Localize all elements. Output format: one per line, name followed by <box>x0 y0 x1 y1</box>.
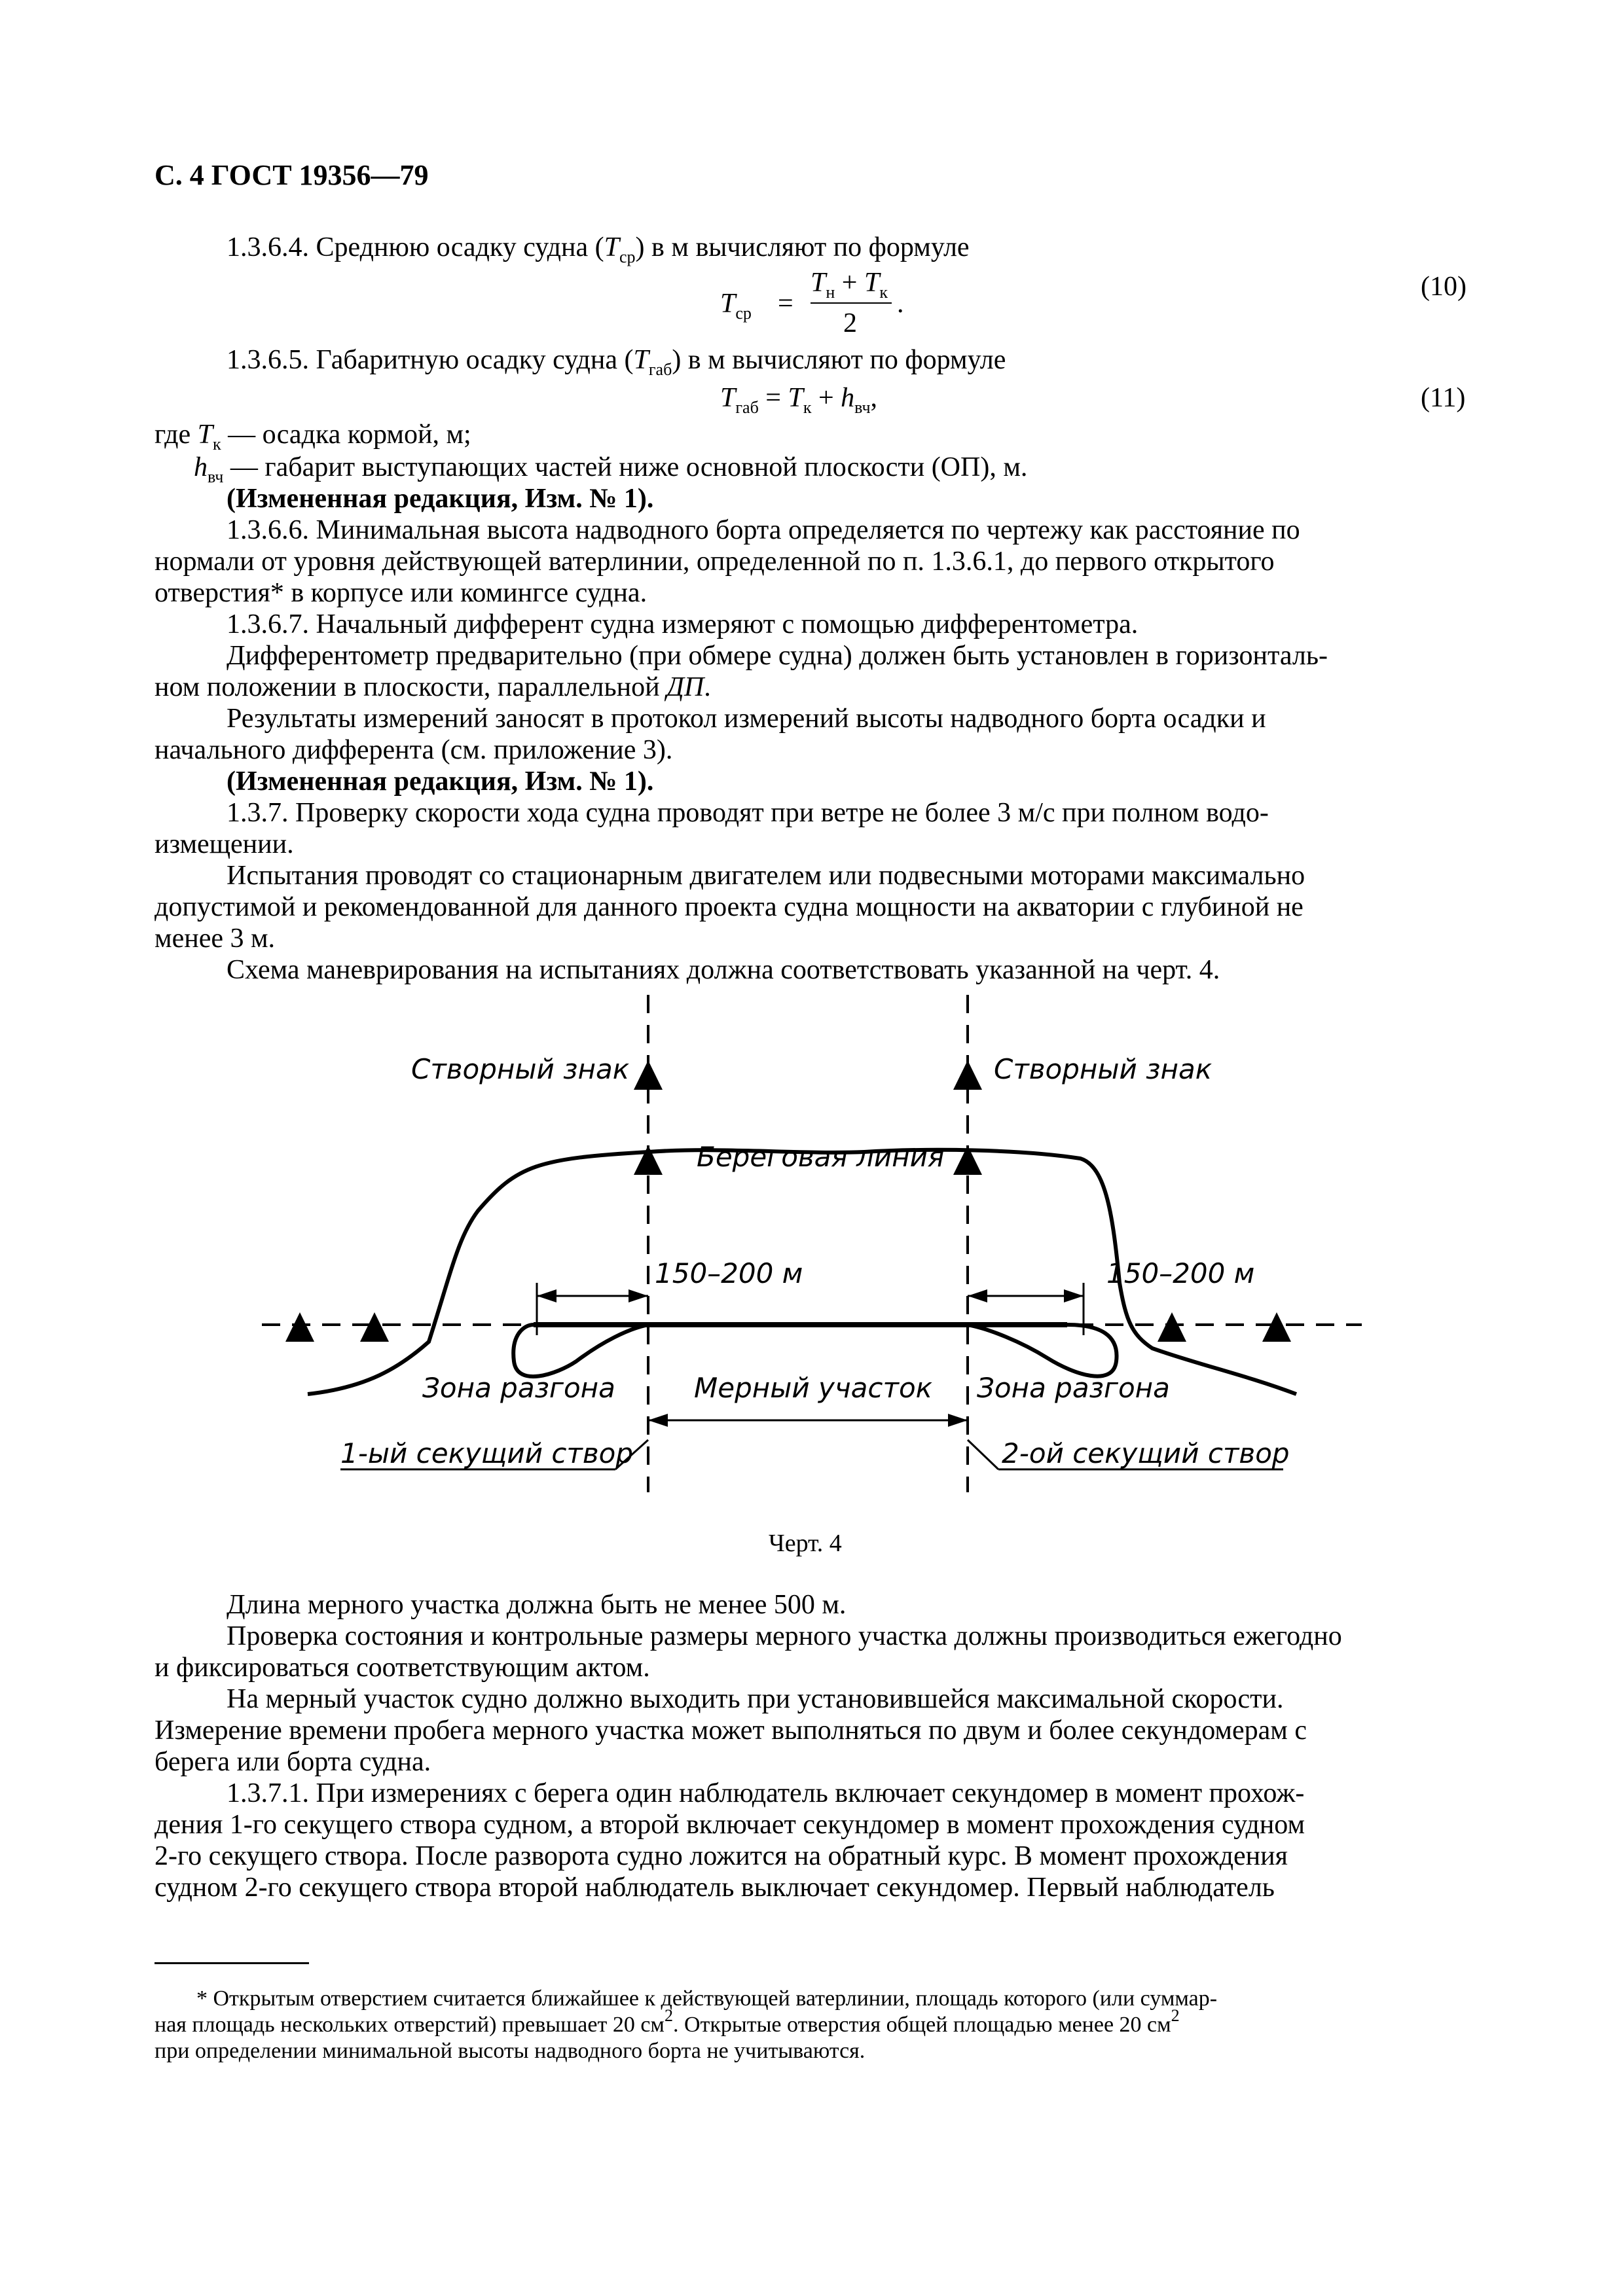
text: ном положении в плоскости, параллельной <box>155 672 660 702</box>
p3-line-1: 1.3.6.6. Минимальная высота надводного борта определяется по чертежу как расстояние по <box>227 515 1300 545</box>
label-distance-right: 150–200 м <box>1106 1257 1255 1289</box>
footnote-line-3: при определении минимальной высоты надводного борта не учитываются. <box>155 2039 866 2063</box>
text: — осадка кормой, м; <box>228 420 471 450</box>
arrowhead <box>629 1289 648 1302</box>
label-sign-left: Створный знак <box>411 1053 630 1085</box>
eq10-denominator: 2 <box>843 308 857 338</box>
text: 1.3.6.4. Среднюю осадку судна ( <box>227 232 604 262</box>
footnote-line-2 <box>155 2006 1180 2039</box>
p10-line: Длина мерного участка должна быть не менее 500 м. <box>227 1590 847 1620</box>
equation-11 <box>720 382 877 417</box>
footnote-rule <box>155 1962 309 1964</box>
p4-line: 1.3.6.7. Начальный дифферент судна измеряют с помощью дифферентометра. <box>227 609 1139 639</box>
label-accel-zone-right: Зона разгона <box>977 1372 1170 1404</box>
label-distance-left: 150–200 м <box>655 1257 803 1289</box>
arrowhead <box>1064 1289 1084 1302</box>
eq10-number: (10) <box>1421 272 1467 302</box>
left-turn-loop <box>513 1325 648 1376</box>
buoy-icon <box>1158 1312 1186 1342</box>
p13-line-4: судном 2-го секущего створа второй наблюдатель выключает секундомер. Первый наблюдатель <box>155 1873 1275 1903</box>
p7-line-1: 1.3.7. Проверку скорости хода судна проводят при ветре не более 3 м/с при полном водо- <box>227 798 1269 828</box>
subscript: к <box>879 283 888 302</box>
p8-line-2: допустимой и рекомендованной для данного проекта судна мощности на акватории с глубиной не <box>155 892 1304 922</box>
text: ная площадь нескольких отверстий) превышает 20 см <box>155 2013 665 2037</box>
eq10-equals: = <box>778 289 793 319</box>
var: h <box>841 383 855 413</box>
figure-caption: Черт. 4 <box>769 1530 842 1557</box>
label-measured-section: Мерный участок <box>694 1372 933 1404</box>
p12-line-2: Измерение времени пробега мерного участка может выполняться по двум и более секундомерам с <box>155 1715 1307 1746</box>
p8-line-1: Испытания проводят со стационарным двигателем или подвесными моторами максимально <box>227 861 1305 891</box>
page-header: С. 4 ГОСТ 19356—79 <box>155 159 429 191</box>
text: 1.3.6.5. Габаритную осадку судна ( <box>227 345 634 375</box>
label-section-1: 1-ый секущий створ <box>340 1437 634 1469</box>
p9-line: Схема маневрирования на испытаниях должна соответствовать указанной на черт. 4. <box>227 955 1220 985</box>
subscript: н <box>826 283 835 302</box>
p3-line-3: отверстия* в корпусе или комингсе судна. <box>155 578 647 608</box>
paragraph-1-3-6-4 <box>227 232 970 266</box>
plus: + <box>818 383 834 413</box>
text: — габарит выступающих частей ниже основной плоскости (ОП), м. <box>230 452 1028 482</box>
where-line-1 <box>155 419 471 454</box>
subscript: габ <box>735 398 759 417</box>
var: T <box>864 268 880 298</box>
text: ) в м вычисляют по формуле <box>672 345 1006 375</box>
amendment-note-2: (Измененная редакция, Изм. № 1). <box>227 766 654 797</box>
right-turn-loop <box>968 1325 1117 1376</box>
var: T <box>811 268 826 298</box>
p13-line-2: дения 1-го секущего створа судном, а второй включает секундомер в момент прохождения судном <box>155 1810 1305 1840</box>
fraction-bar <box>811 302 892 304</box>
arrowhead <box>948 1414 968 1427</box>
p6-line-1: Результаты измерений заносят в протокол измерений высоты надводного борта осадки и <box>227 704 1266 734</box>
italic-abbrev: ДП <box>666 672 704 702</box>
arrowhead <box>968 1289 987 1302</box>
label-sign-right: Створный знак <box>994 1053 1213 1085</box>
subscript: вч <box>854 398 871 417</box>
where-line-2 <box>194 452 1027 486</box>
label-accel-zone-left: Зона разгона <box>422 1372 615 1404</box>
paragraph-1-3-6-5 <box>227 344 1006 379</box>
label-section-2: 2-ой секущий створ <box>1002 1437 1290 1469</box>
var: T <box>788 383 803 413</box>
eq11-number: (11) <box>1421 383 1466 413</box>
range-mark-icon <box>953 1060 982 1090</box>
p12-line-3: берега или борта судна. <box>155 1747 431 1777</box>
plus: + <box>841 268 858 298</box>
p11-line-2: и фиксироваться соответствующим актом. <box>155 1653 650 1683</box>
superscript: 2 <box>1171 2006 1180 2025</box>
var: h <box>194 452 208 482</box>
eq10-numerator <box>811 267 888 302</box>
p13-line-1: 1.3.7.1. При измерениях с берега один наблюдатель включает секундомер в момент прохож- <box>227 1778 1305 1808</box>
p11-line-1: Проверка состояния и контрольные размеры мерного участка должны производиться ежегодно <box>227 1621 1342 1651</box>
buoy-icon <box>285 1312 314 1342</box>
text: . Открытые отверстия общей площадью менее 20 см <box>672 2013 1171 2037</box>
subscript: к <box>803 398 812 417</box>
label-shore-line: Береговая линия <box>697 1141 945 1173</box>
var: T <box>720 383 736 413</box>
subscript: ср <box>619 247 636 266</box>
amendment-note-1: (Измененная редакция, Изм. № 1). <box>227 484 654 514</box>
text: где <box>155 420 191 450</box>
buoy-icon <box>360 1312 389 1342</box>
text: . <box>704 672 711 702</box>
comma: , <box>870 383 878 413</box>
maneuver-diagram <box>0 995 1623 1518</box>
eq10-lhs <box>720 288 752 323</box>
var-t: T <box>604 232 619 262</box>
p6-line-2: начального дифферента (см. приложение 3). <box>155 735 673 765</box>
subscript: к <box>213 435 221 454</box>
subscript: вч <box>208 467 224 486</box>
p13-line-3: 2-го секущего створа. После разворота судно ложится на обратный курс. В момент прохождения <box>155 1841 1288 1871</box>
text: ) в м вычисляют по формуле <box>635 232 970 262</box>
equals: = <box>765 383 781 413</box>
footnote-line-1: * Открытым отверстием считается ближайшее к действующей ватерлинии, площадь которого (или суммар- <box>196 1986 1218 2011</box>
p12-line-1: На мерный участок судно должно выходить при установившейся максимальной скорости. <box>227 1684 1284 1714</box>
arrowhead <box>648 1414 668 1427</box>
subscript: ср <box>735 304 752 323</box>
var-t: T <box>633 345 649 375</box>
eq10-dot: . <box>897 289 904 319</box>
section-2-leader <box>968 1440 998 1469</box>
superscript: 2 <box>664 2006 673 2025</box>
arrowhead <box>537 1289 556 1302</box>
buoy-icon <box>1262 1312 1291 1342</box>
var: T <box>720 289 736 319</box>
p7-line-2: измещении. <box>155 829 294 859</box>
p3-line-2: нормали от уровня действующей ватерлинии, определенной по п. 1.3.6.1, до первого открытого <box>155 547 1275 577</box>
var: T <box>197 420 213 450</box>
p5-line-2 <box>155 672 711 703</box>
subscript: габ <box>648 360 672 379</box>
range-mark-icon <box>634 1060 663 1090</box>
p8-line-3: менее 3 м. <box>155 924 276 954</box>
p5-line-1: Дифферентометр предварительно (при обмере судна) должен быть установлен в горизонталь- <box>227 641 1328 671</box>
